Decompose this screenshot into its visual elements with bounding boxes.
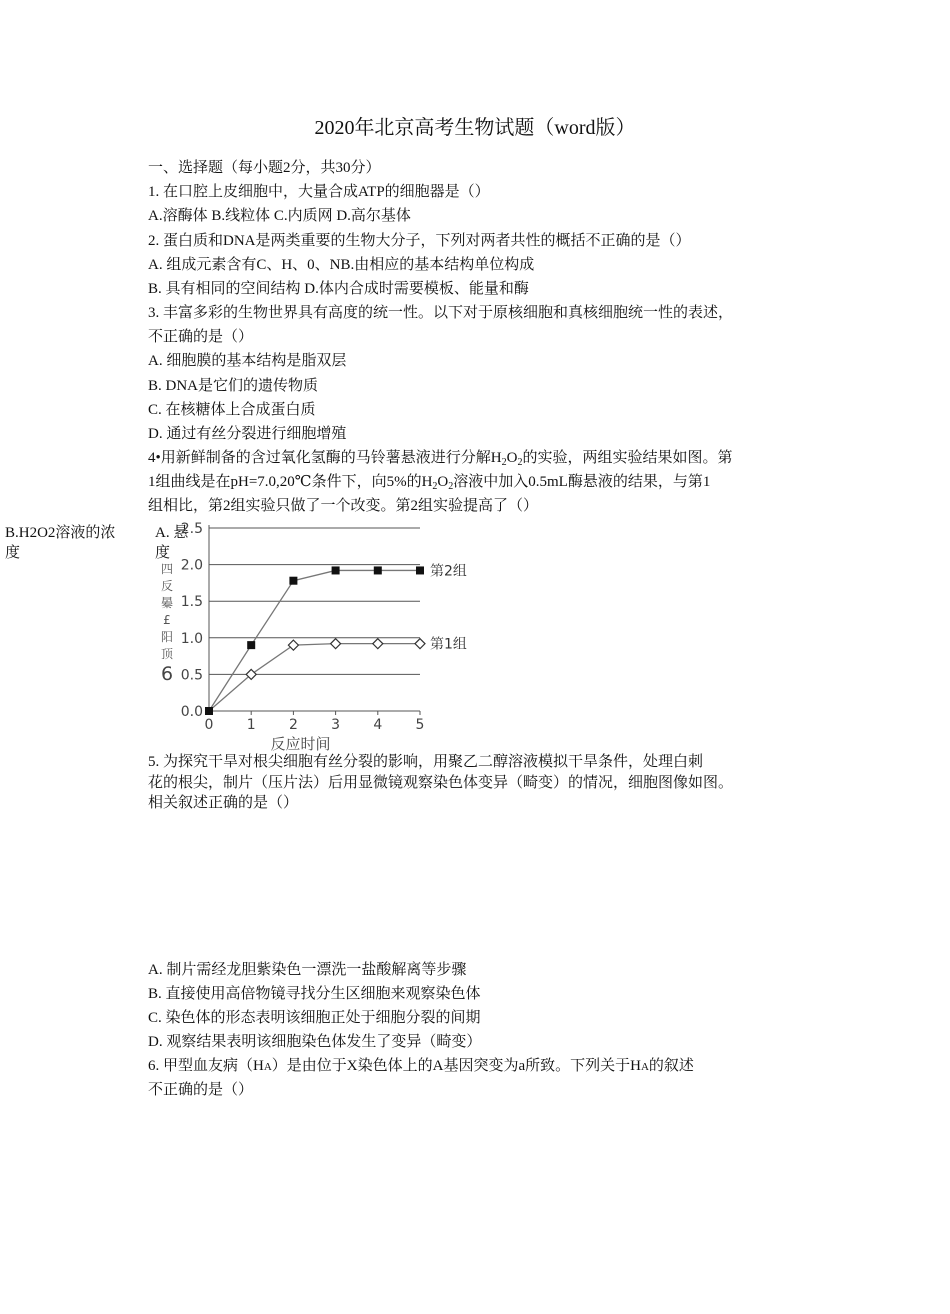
chart-x-tick-label: 2 (288, 717, 298, 733)
chart-y-stray-mark: 6 (160, 663, 174, 685)
q2-stem: 2. 蛋白质和DNA是两类重要的生物大分子，下列对两者共性的概括不正确的是（） (148, 233, 691, 249)
q5-option-d: D. 观察结果表明该细胞染色体发生了变异（畸变） (148, 1034, 482, 1050)
q5-stem-line3: 相关叙述正确的是（） (148, 795, 299, 811)
q4-stem-line3: 组相比，第2组实验只做了一个改变。第2组实验提高了（） (148, 498, 539, 514)
chart-point (331, 639, 341, 649)
q5-option-c: C. 染色体的形态表明该细胞正处于细胞分裂的间期 (148, 1010, 481, 1026)
q2-option-a: A. 组成元素含有C、H、0、NB.由相应的基本结构单位构成 (148, 257, 535, 273)
q4-stem-line1: 4•用新鲜制备的含过氧化氢酶的马铃薯悬液进行分解$H_2O_2$的实验，两组实验结果如图。第 (148, 450, 733, 468)
page-title: 2020年北京高考生物试题（word版） (314, 117, 636, 139)
chart-point (247, 641, 255, 649)
q3-stem-line2: 不正确的是（） (148, 329, 254, 345)
chart-point (289, 577, 297, 585)
q3-option-a: A. 细胞膜的基本结构是脂双层 (148, 353, 347, 369)
chart-y-tick-label: 2.5 (180, 521, 203, 537)
chart-y-axis-label-char: 反 (160, 579, 174, 593)
chart-x-tick-label: 3 (331, 717, 341, 733)
chart-point (332, 566, 340, 574)
q6-stem-line2: 不正确的是（） (148, 1082, 254, 1098)
q1-stem: 1. 在口腔上皮细胞中，大量合成ATP的细胞器是（） (148, 184, 490, 200)
chart-point (205, 707, 213, 715)
chart-point (415, 639, 425, 649)
q4-option-a-line1: A. 悬 (155, 525, 189, 541)
q3-option-d: D. 通过有丝分裂进行细胞增殖 (148, 426, 347, 442)
chart-y-axis-label-char: 㬥 (160, 596, 174, 610)
chart-series-line (209, 644, 420, 711)
q5-option-a: A. 制片需经龙胆紫染色一漂洗一盐酸解离等步骤 (148, 962, 467, 978)
q3-option-b: B. DNA是它们的遗传物质 (148, 378, 319, 394)
chart-x-tick-label: 4 (373, 717, 383, 733)
q4-line-chart (155, 515, 467, 755)
q3-option-c: C. 在核糖体上合成蛋白质 (148, 402, 316, 418)
q3-stem-line1: 3. 丰富多彩的生物世界具有高度的统一性。以下对于原核细胞和真核细胞统一性的表述， (148, 305, 734, 321)
chart-y-axis-label-char: £ (163, 613, 171, 627)
q4-option-b-line2: 度 (5, 545, 21, 561)
q5-stem-line2: 花的根尖，制片（压片法）后用显微镜观察染色体变异（畸变）的情况，细胞图像如图。 (148, 775, 734, 791)
chart-x-tick-label: 5 (415, 717, 425, 733)
section-heading: 一、选择题（每小题2分，共30分） (148, 160, 381, 176)
chart-y-tick-label: 2.0 (180, 557, 203, 574)
q4-option-a-line2: 度 (155, 545, 171, 561)
chart-y-tick-label: 0.0 (180, 704, 203, 720)
chart-y-tick-label: 0.5 (180, 667, 203, 684)
chart-series-line (209, 570, 420, 711)
q1-options: A.溶酶体 B.线粒体 C.内质网 D.高尔基体 (148, 208, 411, 224)
chart-x-tick-label: 1 (246, 717, 256, 733)
chart-point (373, 639, 383, 649)
chart-y-tick-label: 1.5 (180, 594, 203, 611)
chart-point (416, 566, 424, 574)
chart-series-label: 第1组 (430, 636, 467, 653)
q4-option-b-line1: B.H2O2溶液的浓 (5, 525, 116, 541)
q2-option-b: B. 具有相同的空间结构 D.体内合成时需要模板、能量和酶 (148, 281, 529, 297)
q6-stem-line1: 6. 甲型血友病（HA）是由位于X染色体上的A基因突变为a所致。下列关于HA的叙述 (148, 1058, 694, 1074)
chart-y-axis-label-char: 阳 (160, 630, 174, 644)
q5-option-b: B. 直接使用高倍物镜寻找分生区细胞来观察染色体 (148, 986, 481, 1002)
chart-y-axis-label-char: 顶 (160, 647, 174, 661)
chart-x-tick-label: 0 (204, 717, 214, 733)
q4-stem-line2: 1组曲线是在pH=7.0,20℃条件下，向5%的$H_2O_2$溶液中加入0.5mL酶悬液的结果，与第1 (148, 474, 711, 492)
q5-stem-line1: 5. 为探究干旱对根尖细胞有丝分裂的影响，用聚乙二醇溶液模拟干旱条件，处理白刺 (148, 754, 704, 770)
chart-series-label: 第2组 (430, 563, 467, 580)
chart-point (288, 640, 298, 650)
chart-point (374, 566, 382, 574)
chart-y-tick-label: 1.0 (180, 630, 203, 647)
chart-y-axis-label-char: 四 (160, 562, 174, 576)
chart-x-axis-label: 反应时间 (270, 735, 331, 753)
